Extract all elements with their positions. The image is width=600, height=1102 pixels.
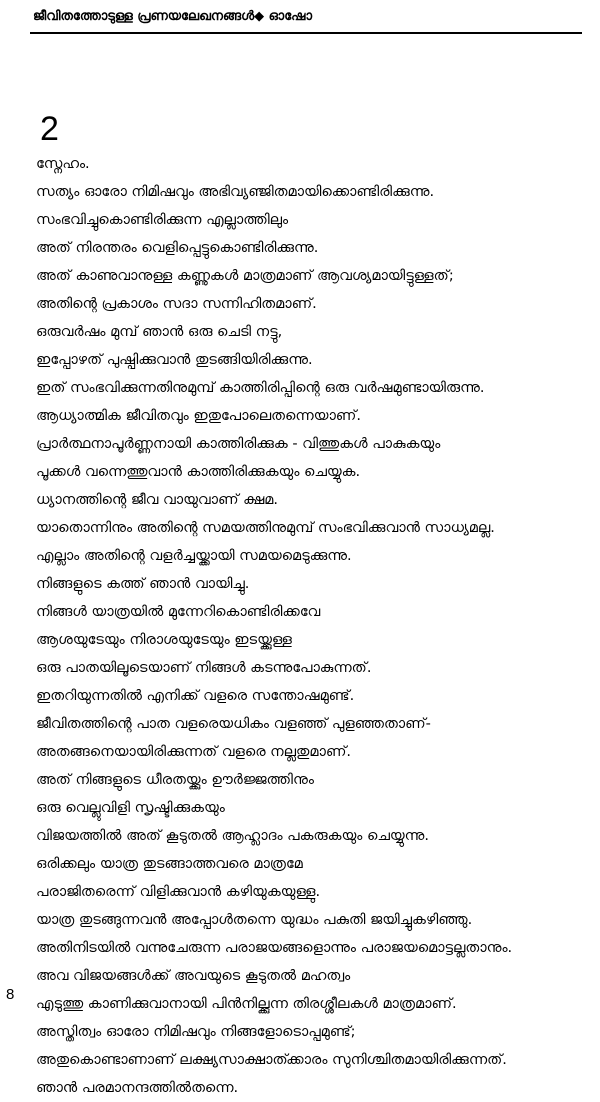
text-line: യാത്ര തുടങ്ങുന്നവൻ അപ്പോൾതന്നെ യുദ്ധം പകുതി ജയിച്ചുകഴിഞ്ഞു. bbox=[36, 912, 473, 928]
header-rule bbox=[30, 32, 582, 34]
body-text bbox=[36, 150, 588, 1102]
text-line: അസ്തിത്വം ഓരോ നിമിഷവും നിങ്ങളോടൊപ്പമുണ്ട്; bbox=[36, 1024, 356, 1040]
text-line: യാതൊന്നിനും അതിന്റെ സമയത്തിനുമുമ്പ് സംഭവിക്കുവാൻ സാധ്യമല്ല. bbox=[36, 520, 495, 536]
text-line: പൂക്കൾ വന്നെത്തുവാൻ കാത്തിരിക്കുകയും ചെയ്യുക. bbox=[36, 464, 361, 480]
text-line: പ്രാർത്ഥനാപൂർണ്ണനായി കാത്തിരിക്കുക - വിത്തുകൾ പാകുകയും bbox=[36, 436, 441, 452]
text-line: നിങ്ങൾ യാത്രയിൽ മുന്നേറികൊണ്ടിരിക്കവേ bbox=[36, 604, 321, 620]
running-head: ജീവിതത്തോടുള്ള പ്രണയലേഖനങ്ങൾ◆ ഓഷോ bbox=[33, 9, 313, 24]
chapter-number: 2 bbox=[40, 110, 59, 148]
text-line: എടുത്തു കാണിക്കുവാനായി പിൻനില്ക്കുന്ന തിരശ്ശീലകൾ മാത്രമാണ്. bbox=[36, 996, 457, 1012]
text-line: ഇത് സംഭവിക്കുന്നതിനുമുമ്പ് കാത്തിരിപ്പിന്റെ ഒരു വർഷമുണ്ടായിരുന്നു. bbox=[36, 380, 485, 396]
text-line: അതിനിടയിൽ വന്നുചേരുന്ന പരാജയങ്ങളൊന്നും പരാജയമൊട്ടല്ലതാനും. bbox=[36, 940, 513, 956]
text-line: അത് നിരന്തരം വെളിപ്പെട്ടുകൊണ്ടിരിക്കുന്നു. bbox=[36, 240, 319, 256]
text-line: വിജയത്തിൽ അത് കൂടുതൽ ആഹ്ലാദം പകരുകയും ചെയ്യുന്നു. bbox=[36, 828, 430, 844]
text-line: ആധ്യാത്മിക ജീവിതവും ഇതുപോലെതന്നെയാണ്. bbox=[36, 408, 361, 424]
text-line: ഇതറിയുന്നതിൽ എനിക്ക് വളരെ സന്തോഷമുണ്ട്. bbox=[36, 688, 355, 704]
text-line: ആശയുടേയും നിരാശയുടേയും ഇടയ്ക്കുള്ള bbox=[36, 632, 292, 648]
text-line: ഒരുവർഷം മുമ്പ് ഞാൻ ഒരു ചെടി നട്ടു, bbox=[36, 324, 283, 340]
text-line: ഒരിക്കലും യാത്ര തുടങ്ങാത്തവരെ മാത്രമേ bbox=[36, 856, 303, 872]
text-line: അതങ്ങനെയായിരിക്കുന്നത് വളരെ നല്ലതുമാണ്. bbox=[36, 744, 351, 760]
text-line: ഇപ്പോഴത് പുഷ്പിക്കുവാൻ തുടങ്ങിയിരിക്കുന്നു. bbox=[36, 352, 313, 368]
text-line: അതിന്റെ പ്രകാശം സദാ സന്നിഹിതമാണ്. bbox=[36, 296, 317, 312]
text-line: സ്നേഹം. bbox=[36, 156, 90, 172]
text-line: അവ വിജയങ്ങൾക്ക് അവയുടെ കൂടുതൽ മഹത്വം bbox=[36, 968, 351, 984]
page-number: 8 bbox=[6, 986, 15, 1003]
text-line: പരാജിതരെന്ന് വിളിക്കുവാൻ കഴിയുകയുള്ളു. bbox=[36, 884, 321, 900]
text-line: സത്യം ഓരോ നിമിഷവും അഭിവ്യഞ്ജിതമായിക്കൊണ്ടിരിക്കുന്നു. bbox=[36, 184, 435, 200]
text-line: ധ്യാനത്തിന്റെ ജീവ വായുവാണ് ക്ഷമ. bbox=[36, 492, 279, 508]
text-line: സംഭവിച്ചുകൊണ്ടിരിക്കുന്ന എല്ലാത്തിലും bbox=[36, 212, 289, 228]
text-line: ഒരു പാതയിലൂടെയാണ് നിങ്ങൾ കടന്നുപോകുന്നത്. bbox=[36, 660, 372, 676]
text-line: ജീവിതത്തിന്റെ പാത വളരെയധികം വളഞ്ഞ് പുളഞ്ഞതാണ്- bbox=[36, 716, 431, 732]
text-line: അത് കാണുവാനുള്ള കണ്ണുകൾ മാത്രമാണ് ആവശ്യമായിട്ടുള്ളത്; bbox=[36, 268, 454, 284]
text-line: എല്ലാം അതിന്റെ വളർച്ചയ്ക്കായി സമയമെടുക്കുന്നു. bbox=[36, 548, 352, 564]
text-line: നിങ്ങളുടെ കത്ത് ഞാൻ വായിച്ചു. bbox=[36, 576, 250, 592]
text-line: ഒരു വെല്ലുവിളി സൃഷ്ടിക്കുകയും bbox=[36, 800, 225, 816]
text-line: അതുകൊണ്ടാണാണ് ലക്ഷ്യസാക്ഷാത്ക്കാരം സുനിശ്ചിതമായിരിക്കുന്നത്. bbox=[36, 1052, 507, 1068]
text-line: ഞാൻ പരമാനന്ദത്തിൽതന്നെ. bbox=[36, 1080, 239, 1096]
text-line: അത് നിങ്ങളുടെ ധീരതയ്ക്കും ഊർജ്ജത്തിനും bbox=[36, 772, 314, 788]
